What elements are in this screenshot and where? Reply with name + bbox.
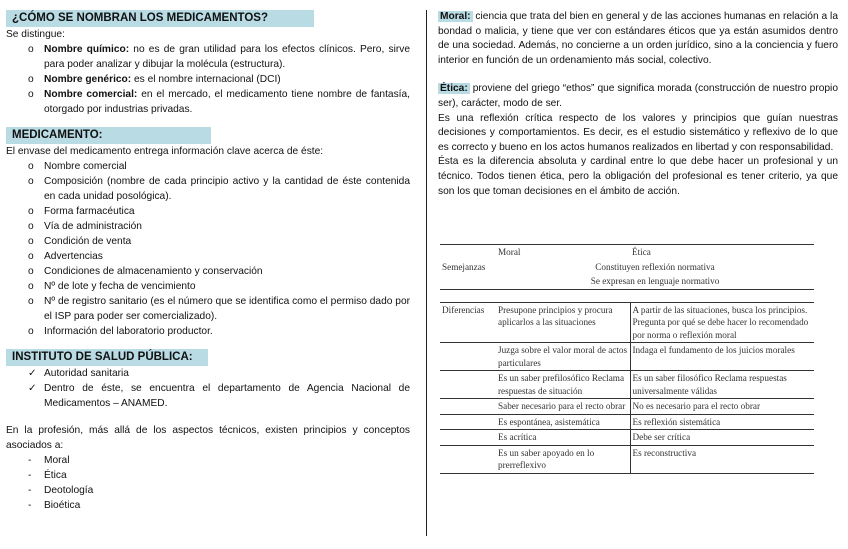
bullet-o-icon: o — [28, 176, 34, 187]
list-item: o Condición de venta — [28, 236, 132, 247]
term: Nombre genérico: — [44, 74, 132, 85]
semejanza-1: Constituyen reflexión normativa — [595, 261, 715, 272]
bullet-o-icon: o — [28, 296, 34, 307]
list-item: ✓ Autoridad sanitaria — [28, 368, 129, 379]
dash-icon: - — [28, 485, 32, 496]
definition: no es de gran utilidad para los efectos clínicos. Pero, sirve para poder analizar y dibujar la molécula (estructura). — [44, 44, 410, 70]
table-cell: Es un saber apoyado en lo prerreflexivo — [496, 445, 630, 473]
list-item: o Información del laboratorio productor. — [28, 326, 213, 337]
column-divider — [426, 10, 427, 536]
section-heading-nombres: ¿CÓMO SE NOMBRAN LOS MEDICAMENTOS? — [6, 10, 314, 27]
list-item — [6, 87, 410, 117]
list-item: ✓ Dentro de éste, se encuentra el departamento de Agencia Nacional de Medicamentos – ANAMED. — [28, 383, 410, 409]
dash-icon: - — [28, 455, 32, 466]
list-item: o Composición (nombre de cada principio activo y la cantidad de éste contenida en cada unidad posológica). — [28, 176, 410, 202]
bullet-o-icon: o — [28, 206, 34, 217]
bullet-o-icon: o — [28, 251, 34, 262]
list-item: o Advertencias — [28, 251, 103, 262]
list-item: - Bioética — [28, 500, 81, 511]
list-item: - Deotología — [28, 485, 94, 496]
section-heading-isp: INSTITUTO DE SALUD PÚBLICA: — [6, 349, 208, 366]
dash-icon: - — [28, 470, 32, 481]
table-cell: Saber necesario para el recto obrar — [496, 399, 630, 415]
col-header-moral: Moral — [498, 247, 521, 257]
row-label-diferencias: Diferencias — [442, 304, 485, 315]
list-item: - Moral — [28, 455, 70, 466]
bullet-o-icon: o — [28, 44, 34, 55]
row-label-semejanzas: Semejanzas — [442, 261, 486, 272]
list-item — [6, 72, 410, 87]
list-item — [6, 42, 410, 72]
moral-etica-table — [440, 244, 814, 474]
etica-definition: Ética: proviene del griego “ethos” que significa morada (construcción de nuestro propio ser), carácter, modo de ser. — [438, 83, 838, 109]
concepts-list — [6, 453, 410, 513]
etica-diferencia: Ésta es la diferencia absoluta y cardinal entre lo que debe hacer un profesional y un técnico. Todos tienen ética, pero la obligación del profesional es tener criterio, ya que son los que toman decisiones en el ámbito de acción. — [438, 156, 838, 197]
table-cell: Es un saber prefilosófico Reclama respuestas de situación — [496, 371, 630, 399]
bullet-o-icon: o — [28, 221, 34, 232]
table-cell: Es acrítica — [496, 430, 630, 446]
bullet-o-icon: o — [28, 266, 34, 277]
list-item: o Vía de administración — [28, 221, 142, 232]
right-column — [438, 10, 838, 199]
definition: es el nombre internacional (DCI) — [131, 74, 281, 85]
table-cell: No es necesario para el recto obrar — [632, 401, 761, 411]
section-heading-medicamento: MEDICAMENTO: — [6, 127, 211, 144]
left-column — [6, 10, 410, 513]
table-cell: Es espontánea, asistemática — [496, 414, 630, 430]
bullet-o-icon: o — [28, 281, 34, 292]
definition: en el mercado, el medicamento tiene nombre de fantasía, otorgado por industrias privadas. — [44, 89, 410, 115]
table-cell: Presupone principios y procura aplicarlos a las situaciones — [496, 302, 630, 343]
bullet-o-icon: o — [28, 74, 34, 85]
col-header-etica: Ética — [632, 247, 651, 257]
bullet-o-icon: o — [28, 326, 34, 337]
table-cell: Es reflexión sistemática — [632, 416, 721, 427]
table-cell: Debe ser crítica — [632, 432, 691, 442]
moral-definition: Moral: ciencia que trata del bien en general y de las acciones humanas en relación a la bondad o malicia, y tiene que ver con estándares éticos que ya están asumidos dentro de una sociedad. Además, no concierne a un orden jurídico, sino a la conciencia y fuero interior en función de un ordenamiento más social, colectivo. — [438, 11, 838, 66]
term: Nombre comercial: — [44, 89, 138, 100]
table-cell: Es reconstructiva — [632, 447, 697, 458]
checkmark-icon: ✓ — [28, 368, 37, 379]
table-cell: A partir de las situaciones, busca los principios. Pregunta por qué se debe hacer lo recomendado por norma o reflexión moral — [632, 304, 809, 340]
isp-list — [6, 366, 410, 411]
list-item: o Nº de registro sanitario (es el número que se identifica como el permiso dado por el ISP para poder ser comercializado). — [28, 296, 410, 322]
list-item: - Ética — [28, 470, 67, 481]
list-item: o Forma farmacéutica — [28, 206, 135, 217]
etica-reflexion: Es una reflexión crítica respecto de los valores y principios que guían nuestras decisiones y comportamientos. Es decir, es el estudio sistemático y reflexivo de lo que es correcto y bueno en los actos humanos realizados en libertad y con responsabilidad. — [438, 112, 838, 153]
semejanza-2: Se expresan en lenguaje normativo — [590, 276, 720, 286]
envase-intro: El envase del medicamento entrega información clave acerca de éste: — [6, 146, 324, 157]
table-cell: Juzga sobre el valor moral de actos particulares — [496, 343, 630, 371]
bullet-o-icon: o — [28, 89, 34, 100]
table-cell: Es un saber filosófico Reclama respuestas universalmente válidas — [632, 373, 787, 396]
nombres-list — [6, 42, 410, 117]
conceptos-paragraph: En la profesión, más allá de los aspectos técnicos, existen principios y conceptos asociados a: — [6, 425, 410, 451]
term-etica: Ética: — [440, 83, 468, 95]
checkmark-icon: ✓ — [28, 383, 37, 394]
dash-icon: - — [28, 500, 32, 511]
table-cell: Indaga el fundamento de los juicios morales — [632, 345, 795, 355]
list-item: o Nº de lote y fecha de vencimiento — [28, 281, 196, 292]
bullet-o-icon: o — [28, 236, 34, 247]
envase-list — [6, 159, 410, 339]
distingue-intro: Se distingue: — [6, 29, 65, 40]
term: Nombre químico: — [44, 44, 130, 55]
bullet-o-icon: o — [28, 161, 34, 172]
list-item: o Condiciones de almacenamiento y conservación — [28, 266, 263, 277]
term-moral: Moral: — [440, 11, 471, 22]
list-item: o Nombre comercial — [28, 161, 127, 172]
